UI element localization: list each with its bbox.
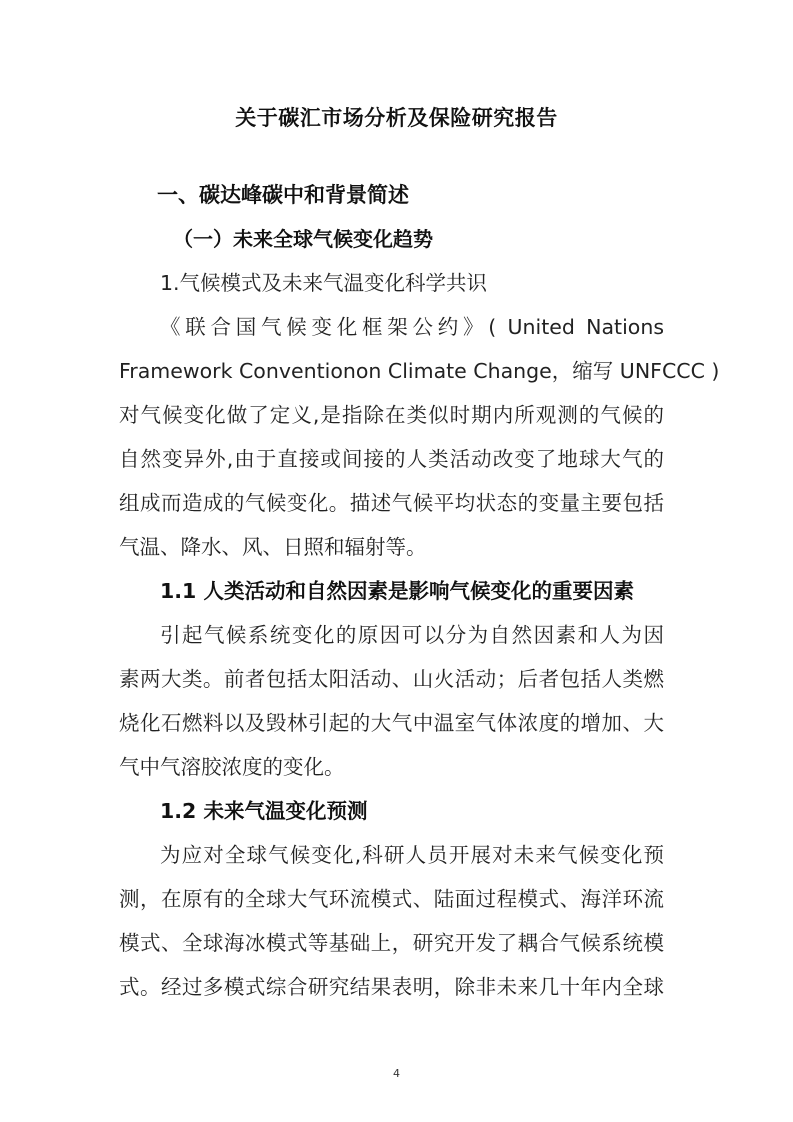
paragraph-line: 为应对全球气候变化,科研人员开展对未来气候变化预: [160, 843, 664, 867]
item-heading-1-1: 1.1 人类活动和自然因素是影响气候变化的重要因素: [160, 579, 634, 603]
paragraph-line: 自然变异外,由于直接或间接的人类活动改变了地球大气的: [119, 447, 664, 471]
paragraph-line: 对气候变化做了定义,是指除在类似时期内所观测的气候的: [119, 403, 664, 427]
page-number: 4: [393, 1067, 400, 1080]
paragraph-line: 组成而造成的气候变化。描述气候平均状态的变量主要包括: [119, 491, 664, 515]
subsection-heading-1: （一）未来全球气候变化趋势: [173, 227, 433, 251]
item-heading-1-2: 1.2 未来气温变化预测: [160, 799, 368, 823]
document-title: 关于碳汇市场分析及保险研究报告: [235, 106, 558, 130]
paragraph-line: 模式、全球海冰模式等基础上，研究开发了耦合气候系统模: [119, 931, 664, 955]
paragraph-line: 素两大类。前者包括太阳活动、山火活动；后者包括人类燃: [119, 667, 664, 691]
paragraph-line: 《联合国气候变化框架公约》( United Nations: [160, 315, 664, 339]
paragraph-line: 气中气溶胶浓度的变化。: [119, 755, 345, 779]
paragraph-line: 测，在原有的全球大气环流模式、陆面过程模式、海洋环流: [119, 887, 664, 911]
paragraph-line: 气温、降水、风、日照和辐射等。: [119, 535, 427, 559]
section-heading-1: 一、碳达峰碳中和背景简述: [157, 183, 409, 207]
item-heading-1: 1.气候模式及未来气温变化科学共识: [160, 271, 488, 295]
paragraph-line: Framework Conventionon Climate Change，缩写 UNFCCC ): [119, 359, 720, 383]
paragraph-line: 烧化石燃料以及毁林引起的大气中温室气体浓度的增加、大: [119, 711, 664, 735]
paragraph-line: 引起气候系统变化的原因可以分为自然因素和人为因: [160, 623, 664, 647]
paragraph-line: 式。经过多模式综合研究结果表明，除非未来几十年内全球: [119, 975, 664, 999]
